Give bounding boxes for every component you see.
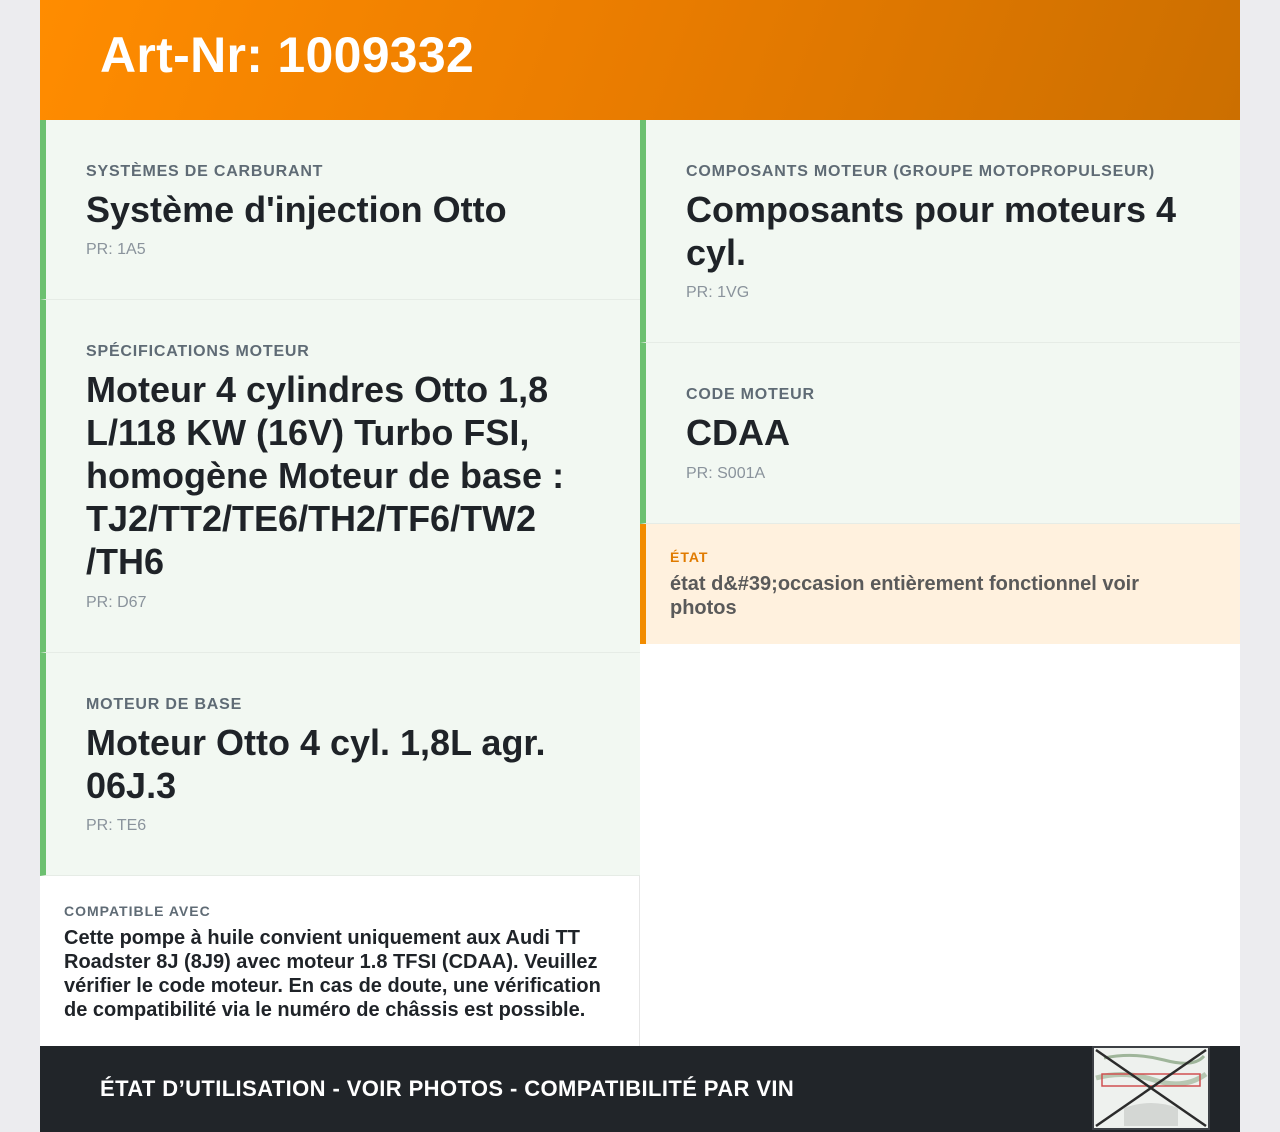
section-label: SPÉCIFICATIONS MOTEUR	[86, 343, 310, 360]
section-label: CODE MOTEUR	[686, 386, 815, 403]
pr-code: PR: 1A5	[86, 241, 146, 258]
envelope-thumbnail	[1094, 1048, 1208, 1128]
pr-code: PR: 1VG	[686, 284, 750, 301]
condition-text: état d&#39;occasion entièrement fonctionnel voir photos	[670, 573, 1139, 619]
section-label: SYSTÈMES DE CARBURANT	[86, 163, 324, 180]
product-card	[40, 0, 1240, 1132]
section-label: COMPOSANTS MOTEUR (GROUPE MOTOPROPULSEUR)	[686, 163, 1155, 180]
article-number-title: Art-Nr: 1009332	[100, 27, 475, 83]
footer-banner-text: ÉTAT D’UTILISATION - VOIR PHOTOS - COMPATIBILITÉ PAR VIN	[100, 1076, 795, 1101]
section-base-engine	[40, 653, 640, 876]
section-value: Composants pour moteurs 4 cyl.	[686, 189, 1177, 273]
column-divider	[639, 876, 640, 1046]
pr-code: PR: D67	[86, 594, 147, 611]
section-value: CDAA	[686, 412, 790, 453]
condition-label: ÉTAT	[670, 549, 709, 565]
section-value: Système d'injection Otto	[86, 189, 507, 230]
pr-code: PR: S001A	[686, 465, 766, 482]
section-label: MOTEUR DE BASE	[86, 696, 243, 713]
section-engine-code	[640, 343, 1240, 524]
compatibility-label: COMPATIBLE AVEC	[64, 903, 211, 919]
section-value: Moteur Otto 4 cyl. 1,8L agr. 06J.3	[86, 722, 546, 806]
section-engine-components	[640, 120, 1240, 343]
header-bar	[40, 0, 1240, 120]
footer-banner	[40, 1046, 1240, 1132]
compatibility-text: Cette pompe à huile convient uniquement aux Audi TT Roadster 8J (8J9) avec moteur 1.8 TFSI (CDAA). Veuillez vérifier le code moteur. En cas de doute, une vérification de compatibilité via le numéro de châssis est possible.	[64, 927, 601, 1021]
pr-code: PR: TE6	[86, 817, 147, 834]
condition-box	[640, 524, 1240, 644]
section-engine-specs	[40, 300, 640, 653]
envelope-icon[interactable]	[1092, 1046, 1210, 1130]
section-fuel-systems	[40, 120, 640, 300]
section-value: Moteur 4 cylindres Otto 1,8 L/118 KW (16V) Turbo FSI, homogène Moteur de base : TJ2/TT2/TE6/TH2/TF6/TW2 /TH6	[86, 369, 565, 582]
